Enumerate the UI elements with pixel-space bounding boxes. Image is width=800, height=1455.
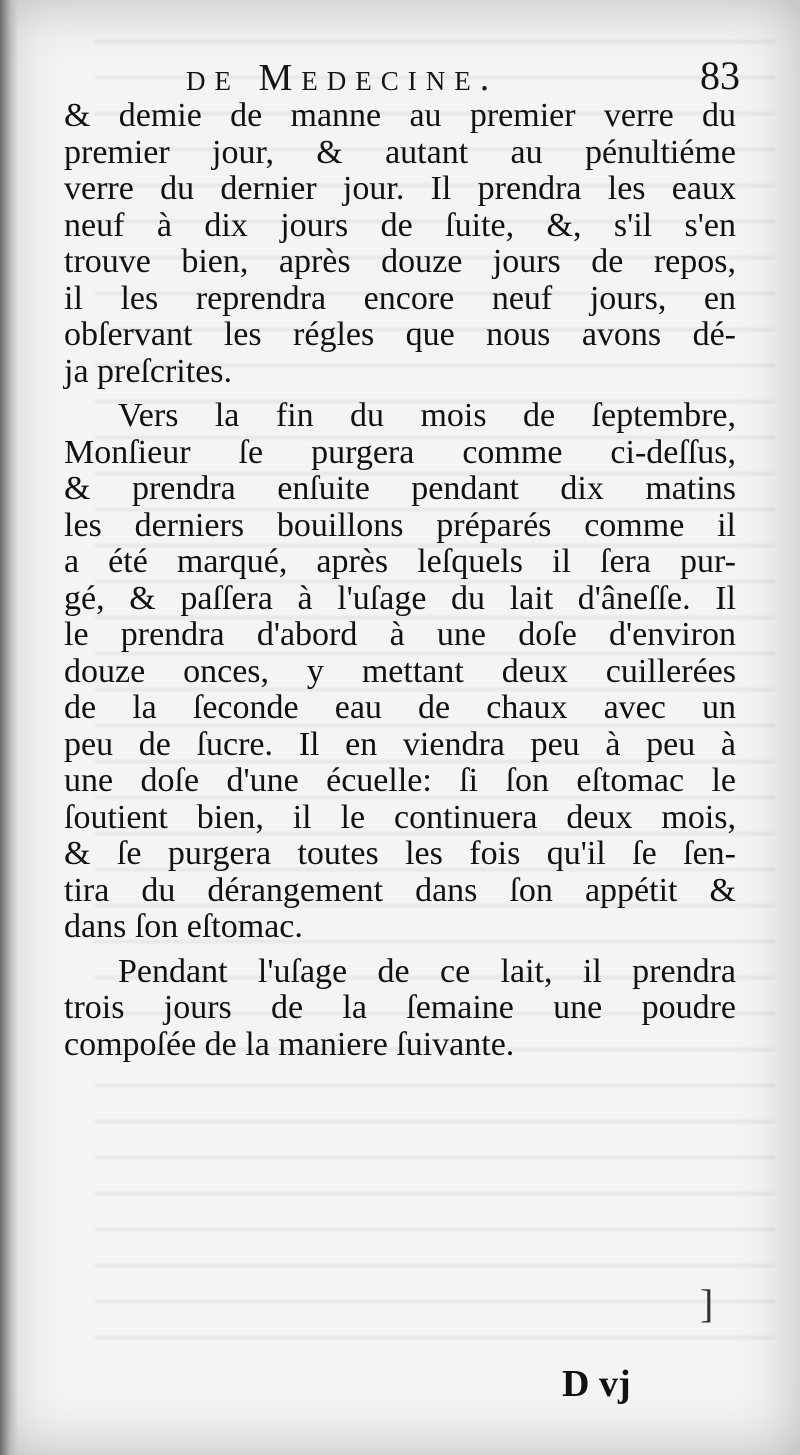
text-line: a été marqué, après leſquels il ſera pur-	[64, 543, 736, 580]
text-line: une doſe d'une écuelle: ſi ſon eſtomac le	[64, 762, 736, 799]
text-line: douze onces, y mettant deux cuillerées	[64, 652, 736, 690]
text-line: Vers la fin du mois de ſeptembre,	[118, 397, 736, 434]
body-text	[64, 98, 736, 1063]
text-line: & ſe purgera toutes les fois qu'il ſe ſen-	[64, 835, 736, 872]
text-line: Pendant l'uſage de ce lait, il prendra	[118, 952, 736, 990]
paragraph-2	[64, 398, 736, 946]
text-line: & demie de manne au premier verre du	[64, 97, 736, 134]
page-number: 83	[700, 53, 740, 98]
text-line: verre du dernier jour. Il prendra les eaux	[64, 170, 736, 207]
signature-mark: D vj	[562, 1363, 631, 1405]
text-line: ja preſcrites.	[64, 352, 233, 390]
text-line: neuf à dix jours de ſuite, &, s'il s'en	[64, 206, 736, 244]
text-line: trouve bien, après douze jours de repos,	[64, 243, 736, 280]
text-line: compoſée de la maniere ſuivante.	[64, 1025, 515, 1063]
running-head: de Medecine.	[186, 57, 499, 99]
text-line: il les reprendra encore neuf jours, en	[64, 279, 736, 317]
paragraph-3	[64, 954, 736, 1064]
text-line: ſoutient bien, il le continuera deux mois,	[64, 798, 736, 836]
text-line: dans ſon eſtomac.	[64, 908, 303, 945]
margin-bracket: ]	[700, 1281, 714, 1326]
paragraph-1	[64, 98, 736, 390]
text-line: peu de ſucre. Il en viendra peu à peu à	[64, 725, 736, 763]
text-line: le prendra d'abord à une doſe d'environ	[64, 616, 736, 653]
text-line: tira du dérangement dans ſon appétit &	[64, 871, 736, 909]
text-line: les derniers bouillons préparés comme il	[64, 506, 736, 544]
text-line: trois jours de la ſemaine une poudre	[64, 989, 736, 1026]
text-line: obſervant les régles que nous avons dé-	[64, 316, 736, 353]
page-gutter-shadow	[0, 0, 18, 1455]
text-line: premier jour, & autant au pénultiéme	[64, 133, 736, 171]
text-line: de la ſeconde eau de chaux avec un	[64, 689, 736, 726]
page-header	[186, 53, 740, 100]
text-line: Monſieur ſe purgera comme ci-deſſus,	[64, 433, 736, 471]
text-line: gé, & paſſera à l'uſage du lait d'âneſſe. Il	[64, 579, 736, 617]
text-line: & prendra enſuite pendant dix matins	[64, 470, 736, 507]
